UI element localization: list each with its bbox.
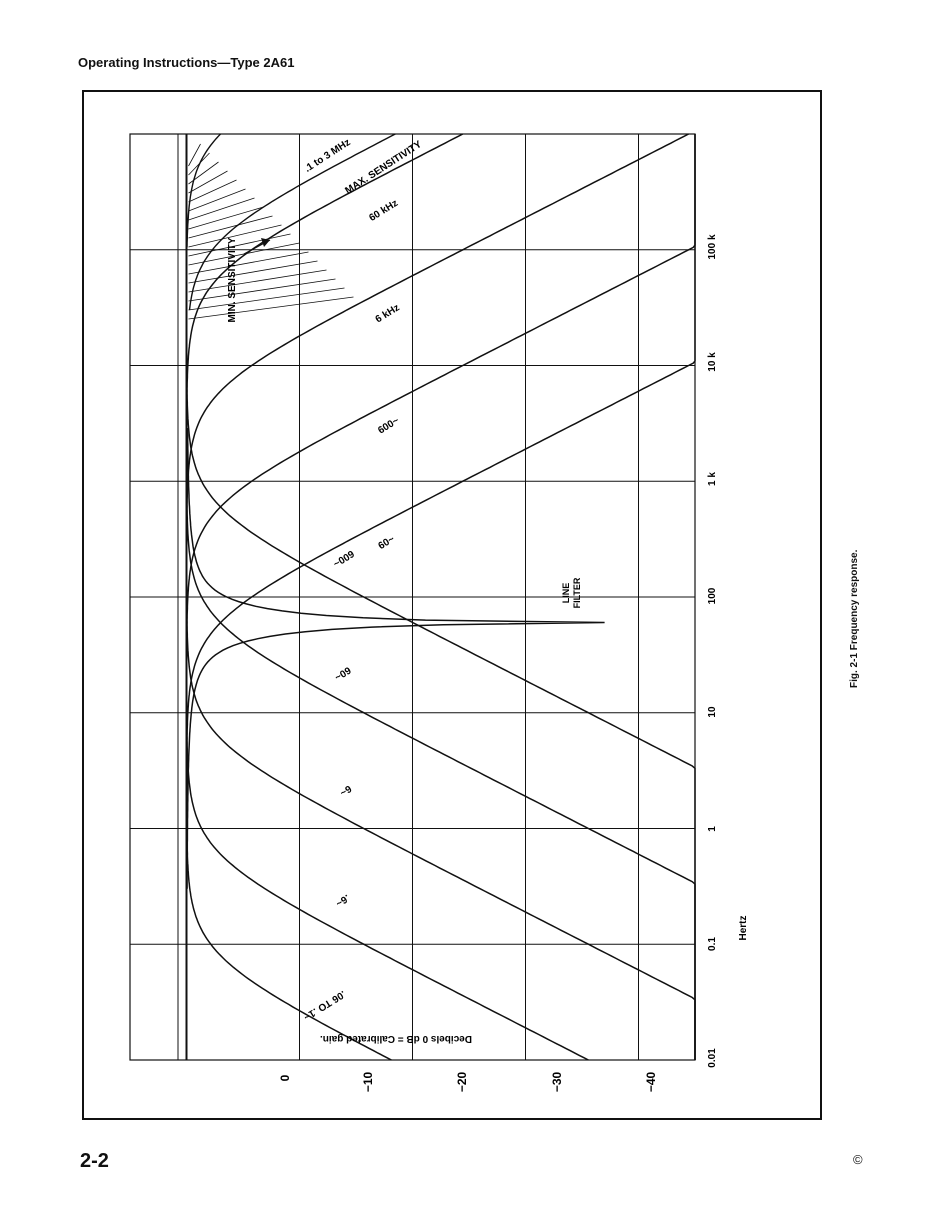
sensitivity-band-hatch xyxy=(187,134,395,319)
curve-label-600-low: 600~ xyxy=(330,547,356,569)
hatch-line xyxy=(189,252,309,274)
x-tick-label-1: 0.1 xyxy=(707,937,718,951)
y-tick-label-3: −30 xyxy=(550,1071,564,1093)
response-curve xyxy=(187,428,604,889)
x-axis-label: Hertz xyxy=(738,915,749,941)
hatch-line xyxy=(189,234,291,256)
x-tick-label-3: 10 xyxy=(707,706,718,718)
curve-label-60k: 60 kHz xyxy=(367,197,401,224)
x-tick-label-5: 1 k xyxy=(707,472,718,486)
curve-label-06: .6~ xyxy=(333,891,352,909)
page-header: Operating Instructions—Type 2A61 xyxy=(78,55,295,70)
curve-label-006: .06 TO .1~ xyxy=(301,987,348,1023)
hatch-line xyxy=(189,162,219,184)
hatch-line xyxy=(189,198,255,220)
x-tick-label-7: 100 k xyxy=(707,234,718,260)
x-tick-label-2: 1 xyxy=(707,826,718,832)
x-tick-label-4: 100 xyxy=(707,587,718,605)
y-axis-label: Decibels 0 dB = Calibrated gain. xyxy=(320,1033,472,1044)
chart-grid xyxy=(130,134,695,1060)
hatch-line xyxy=(189,189,246,211)
hatch-line xyxy=(189,261,318,283)
y-tick-label-0: 0 xyxy=(278,1074,292,1082)
curve-label-600-high: 600~ xyxy=(376,415,402,437)
curve-label-60-high: 60~ xyxy=(376,533,397,553)
curve-label-6: 6~ xyxy=(337,782,354,798)
x-tick-label-6: 10 k xyxy=(707,352,718,372)
band-label: .1 to 3 MHz xyxy=(302,137,353,175)
copyright-symbol: © xyxy=(853,1152,863,1167)
y-tick-label-2: −20 xyxy=(455,1071,469,1093)
hatch-line xyxy=(189,216,273,238)
page-number: 2-2 xyxy=(80,1150,109,1172)
hatch-line xyxy=(189,288,345,310)
x-tick-label-0: 0.01 xyxy=(707,1048,718,1068)
figure-caption: Fig. 2-1 Frequency response. xyxy=(849,549,860,688)
hatch-line xyxy=(189,153,210,175)
line-filter-label-2: FILTER xyxy=(572,577,582,609)
hatch-line xyxy=(189,144,201,166)
max-sensitivity-label: MAX. SENSITIVITY xyxy=(343,139,424,197)
curve-label-60-low: 60~ xyxy=(332,663,353,683)
min-sensitivity-label: MIN. SENSITIVITY xyxy=(227,237,238,323)
min-sensitivity-curve xyxy=(190,134,396,310)
hatch-line xyxy=(189,207,264,229)
hatch-line xyxy=(189,180,237,202)
y-tick-label-4: −40 xyxy=(644,1071,658,1093)
hatch-line xyxy=(189,171,228,193)
line-filter-label-1: LINE xyxy=(561,582,571,604)
hatch-line xyxy=(189,297,354,319)
hatch-line xyxy=(189,270,327,292)
curve-label-6k: 6 kHz xyxy=(373,302,402,326)
y-tick-label-1: −10 xyxy=(361,1071,375,1093)
hatch-line xyxy=(189,279,336,301)
